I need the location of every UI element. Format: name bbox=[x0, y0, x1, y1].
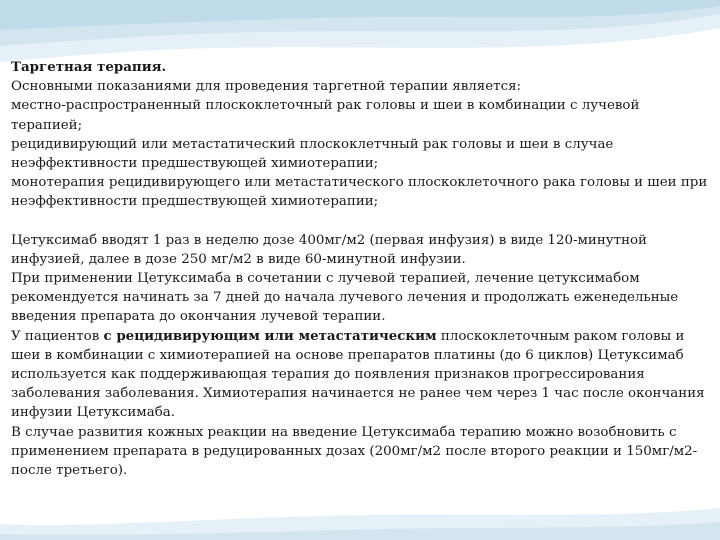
maintenance-prefix: У пациентов bbox=[11, 328, 104, 344]
bullet-text: местно-распространенный плоскоклеточный рак головы и шеи в комбинации с лучевой терапией; bbox=[11, 98, 640, 133]
skin-reactions-paragraph: В случае развития кожных реакции на введение Цетуксимаба терапию можно возобновить с применением препарата в редуцированных дозах (200мг/м2 после второго реакции и 150мг/м2-после третьего). bbox=[11, 424, 698, 479]
bullet-item bbox=[11, 135, 711, 173]
intro-text: Основными показаниями для проведения таргетной терапии является: bbox=[11, 79, 522, 95]
slide-title: Таргетная терапия. bbox=[11, 59, 167, 75]
radiotherapy-paragraph: При применении Цетуксимаба в сочетании с лучевой терапией, лечение цетуксимабом рекомендуется начинать за 7 дней до начала лучевого лечения и продолжать еженедельные введения препарата до окончания лучевой терапии. bbox=[11, 271, 679, 325]
bullet-item bbox=[11, 173, 711, 211]
bullet-item bbox=[11, 96, 711, 134]
block-spacer bbox=[11, 212, 711, 231]
maintenance-bold: с рецидивирующим или метастатическим bbox=[103, 327, 437, 344]
indications-block bbox=[11, 58, 711, 212]
bullet-text: монотерапия рецидивирующего или метастатического плоскоклеточного рака головы и шеи при неэффективности предшествующей химиотерапии; bbox=[11, 175, 708, 210]
dosing-paragraph: Цетуксимаб вводят 1 раз в неделю дозе 400мг/м2 (первая инфузия) в виде 120-минутной инфузией, далее в дозе 250 мг/м2 в виде 60-минутной инфузии. bbox=[11, 232, 647, 267]
bullet-text: рецидивирующий или метастатический плоскоклетчный рак головы и шеи в случае неэффективности предшествующей химиотерапии; bbox=[11, 136, 614, 172]
dosing-block bbox=[11, 231, 711, 481]
maintenance-paragraph bbox=[11, 327, 711, 423]
maintenance-suffix: плоскоклеточным раком головы и шеи в комбинации с химиотерапией на основе препаратов платины (до 6 циклов) Цетуксимаб используется как поддерживающая терапия до появления признаков прогрессирования заболевания заболевания. Химиотерапия начинается не ранее чем через 1 час после окончания инфузии Цетуксимаба. bbox=[11, 328, 705, 421]
slide-content bbox=[11, 58, 711, 480]
